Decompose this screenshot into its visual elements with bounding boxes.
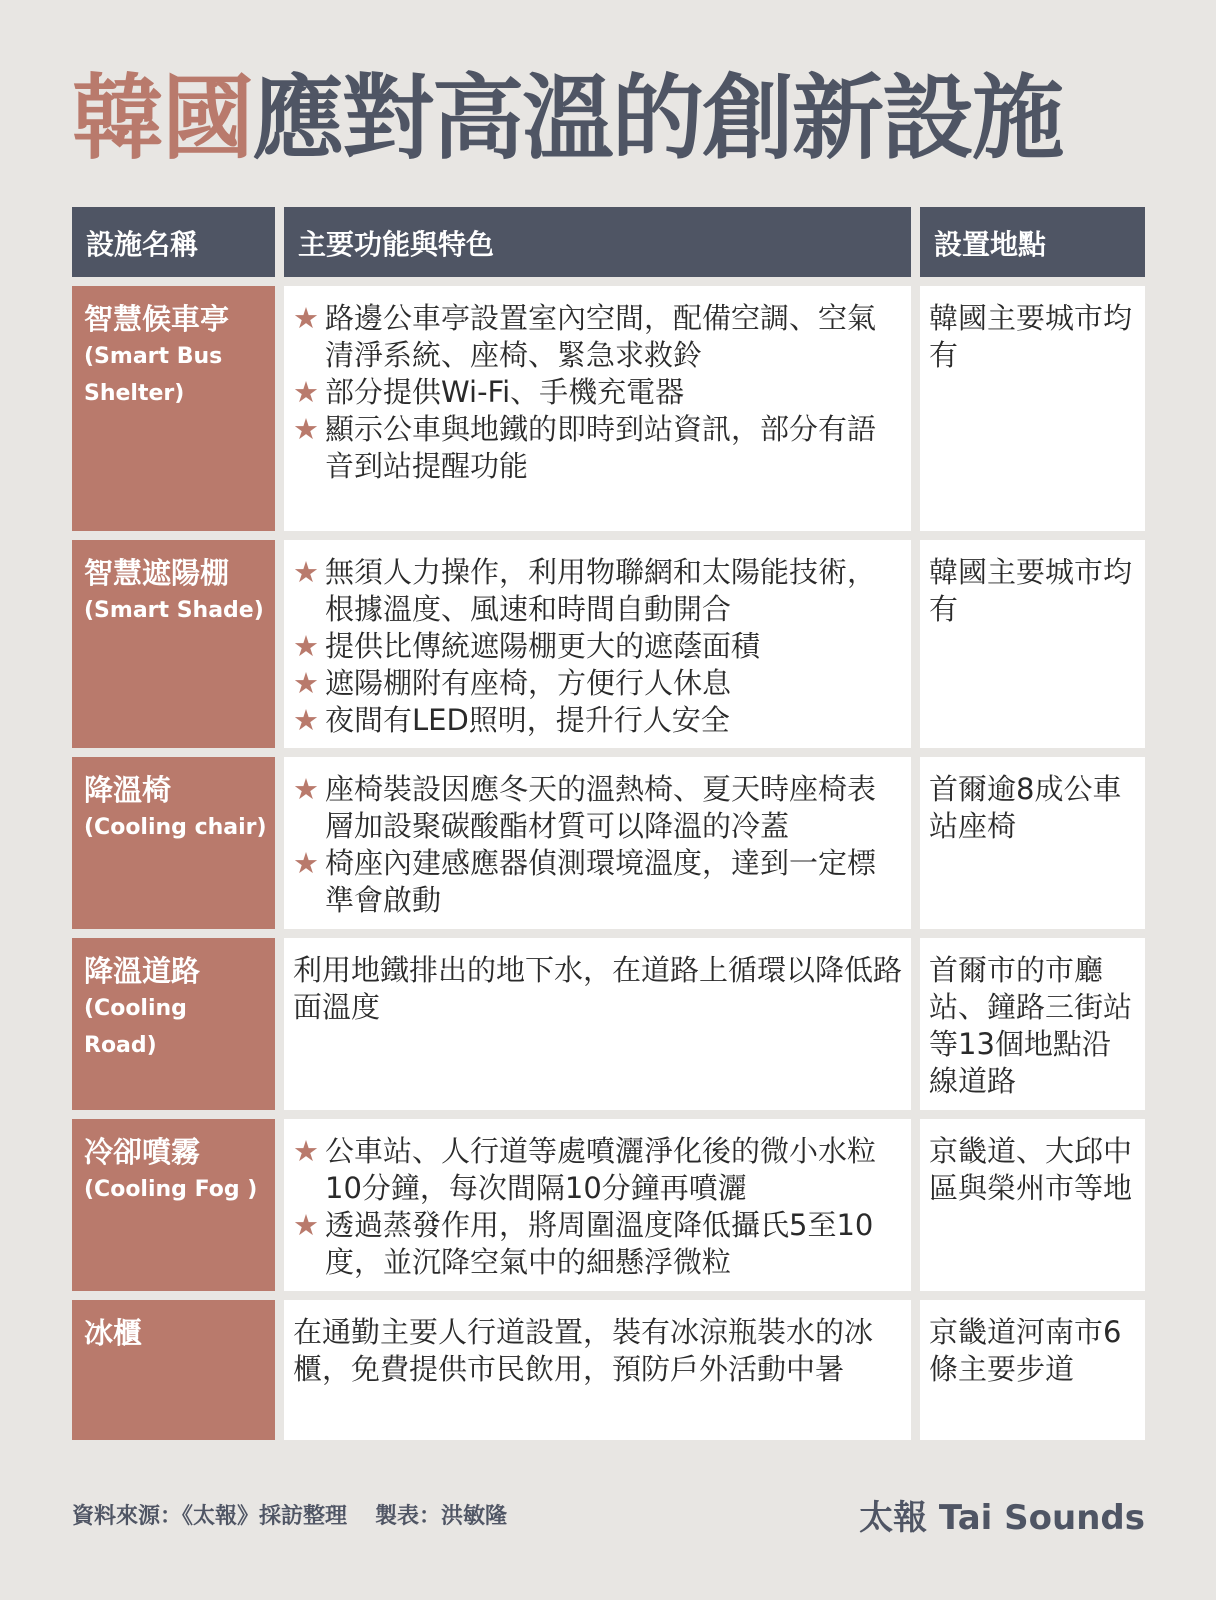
table-row [72,286,1145,531]
location-cell: 韓國主要城市均有 [920,286,1145,531]
feature-text: 座椅裝設因應冬天的溫熱椅、夏天時座椅表層加設聚碳酸酯材質可以降溫的冷蓋 [325,772,877,843]
feature-text: 在通勤主要人行道設置，裝有冰涼瓶裝水的冰櫃，免費提供市民飲用，預防戶外活動中暑 [293,1315,874,1386]
facility-name: 降溫道路 [84,954,201,988]
table-row [72,540,1145,748]
facility-name: 降溫椅 [84,773,172,807]
feature-item [293,374,903,411]
facility-name-cell [72,938,275,1110]
facility-name-cell [72,1119,275,1291]
facility-name-cell [72,286,275,531]
source-text: 資料來源：《太報》採訪整理 [72,1504,348,1529]
feature-text: 利用地鐵排出的地下水，在道路上循環以降低路面溫度 [293,953,903,1024]
facility-name-cell [72,1300,275,1440]
features-cell [284,938,911,1110]
feature-text: 部分提供Wi-Fi、手機充電器 [325,375,685,409]
brand-logo: 太報 Tai Sounds [859,1498,1145,1538]
facilities-table [72,207,1145,1440]
star-icon: ★ [293,846,319,880]
facility-name-english: (Cooling chair) [84,815,267,840]
star-icon: ★ [293,666,319,700]
footer [72,1490,1145,1539]
title-highlight: 韓國 [72,65,253,172]
star-icon: ★ [293,772,319,806]
location-cell: 京畿道河南市6條主要步道 [920,1300,1145,1440]
star-icon: ★ [293,412,319,446]
star-icon: ★ [293,629,319,663]
facility-name-cell [72,757,275,929]
features-cell [284,757,911,929]
location-cell: 韓國主要城市均有 [920,540,1145,748]
header-name: 設施名稱 [72,207,275,277]
feature-item [293,554,903,628]
feature-item [293,1314,903,1388]
table-row [72,1300,1145,1440]
facility-name: 冷卻噴霧 [84,1135,201,1169]
feature-item [293,628,903,665]
location-cell: 京畿道、大邱中區與榮州市等地 [920,1119,1145,1291]
feature-item [293,1207,903,1281]
feature-item [293,1133,903,1207]
facility-name-english: (Smart Shade) [84,598,264,623]
facility-name-english: (Cooling Road) [84,996,187,1058]
feature-item [293,300,903,374]
features-cell [284,540,911,748]
star-icon: ★ [293,1134,319,1168]
facility-name: 冰櫃 [84,1316,143,1350]
header-location: 設置地點 [920,207,1145,277]
star-icon: ★ [293,301,319,335]
feature-item [293,952,903,1026]
header-features: 主要功能與特色 [284,207,911,277]
feature-text: 提供比傳統遮陽棚更大的遮蔭面積 [325,629,761,663]
table-row [72,757,1145,929]
feature-item [293,702,903,739]
table-row [72,938,1145,1110]
feature-text: 公車站、人行道等處噴灑淨化後的微小水粒10分鐘，每次間隔10分鐘再噴灑 [325,1134,877,1205]
features-cell [284,286,911,531]
feature-item [293,845,903,919]
location-cell: 首爾逾8成公車站座椅 [920,757,1145,929]
facility-name: 智慧候車亭 [84,302,230,336]
features-cell [284,1119,911,1291]
feature-text: 夜間有LED照明，提升行人安全 [325,703,730,737]
feature-text: 路邊公車亭設置室內空間，配備空調、空氣清淨系統、座椅、緊急求救鈴 [325,301,877,372]
feature-text: 椅座內建感應器偵測環境溫度，達到一定標準會啟動 [325,846,877,917]
title-rest: 應對高溫的創新設施 [252,65,1063,172]
facility-name-english: (Cooling Fog ) [84,1177,258,1202]
star-icon: ★ [293,1208,319,1242]
table-row [72,1119,1145,1291]
star-icon: ★ [293,555,319,589]
features-cell [284,1300,911,1440]
feature-text: 顯示公車與地鐵的即時到站資訊，部分有語音到站提醒功能 [325,412,877,483]
facility-name-cell [72,540,275,748]
page-title [72,66,1152,172]
feature-item [293,411,903,485]
feature-text: 透過蒸發作用，將周圍溫度降低攝氏5至10度，並沉降空氣中的細懸浮微粒 [325,1208,874,1279]
maker-text: 製表：洪敏隆 [375,1504,508,1529]
star-icon: ★ [293,375,319,409]
location-cell: 首爾市的市廳站、鐘路三街站等13個地點沿線道路 [920,938,1145,1110]
feature-text: 遮陽棚附有座椅，方便行人休息 [325,666,732,700]
source-credit [72,1499,507,1530]
feature-item [293,665,903,702]
facility-name: 智慧遮陽棚 [84,556,230,590]
feature-text: 無須人力操作，利用物聯網和太陽能技術，根據溫度、風速和時間自動開合 [325,555,877,626]
star-icon: ★ [293,703,319,737]
feature-item [293,771,903,845]
facility-name-english: (Smart Bus Shelter) [84,344,223,406]
table-header-row [72,207,1145,277]
